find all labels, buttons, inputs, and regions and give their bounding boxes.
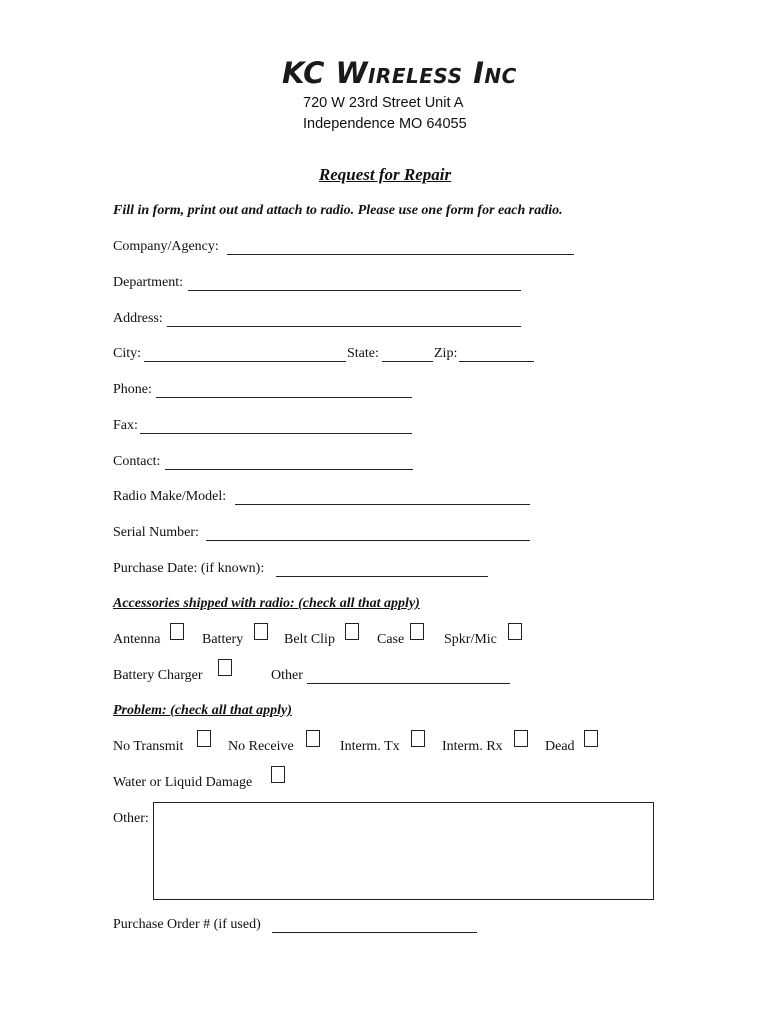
battery-checkbox[interactable]	[254, 623, 268, 640]
serial-number-label: Serial Number:	[113, 525, 199, 540]
interm-tx-label: Interm. Tx	[340, 739, 400, 754]
logo-text-4: NC	[484, 64, 517, 88]
department-field[interactable]	[188, 290, 521, 291]
case-label: Case	[377, 632, 405, 647]
antenna-checkbox[interactable]	[170, 623, 184, 640]
antenna-label: Antenna	[113, 632, 161, 647]
state-field[interactable]	[382, 361, 433, 362]
accessories-heading: Accessories shipped with radio: (check all that apply)	[113, 596, 420, 611]
accessories-other-field[interactable]	[307, 683, 510, 684]
phone-label: Phone:	[113, 382, 152, 397]
form-title: Request for Repair	[318, 165, 452, 184]
address-line-1: 720 W 23rd Street Unit A	[303, 95, 464, 111]
interm-rx-label: Interm. Rx	[442, 739, 503, 754]
case-checkbox[interactable]	[410, 623, 424, 640]
belt-clip-label: Belt Clip	[284, 632, 335, 647]
contact-label: Contact:	[113, 454, 161, 469]
water-damage-checkbox[interactable]	[271, 766, 285, 783]
purchase-order-label: Purchase Order # (if used)	[113, 917, 261, 932]
purchase-date-label: Purchase Date: (if known):	[113, 561, 265, 576]
interm-tx-checkbox[interactable]	[411, 730, 425, 747]
logo-text-3: I	[462, 56, 485, 90]
water-damage-label: Water or Liquid Damage	[113, 775, 253, 790]
problem-other-label: Other:	[113, 811, 149, 826]
purchase-order-field[interactable]	[272, 932, 477, 933]
no-transmit-checkbox[interactable]	[197, 730, 211, 747]
spkr-mic-label: Spkr/Mic	[444, 632, 497, 647]
company-logo	[282, 56, 517, 90]
zip-field[interactable]	[459, 361, 534, 362]
interm-rx-checkbox[interactable]	[514, 730, 528, 747]
form-instructions: Fill in form, print out and attach to radio. Please use one form for each radio.	[113, 203, 563, 218]
dead-checkbox[interactable]	[584, 730, 598, 747]
department-label: Department:	[113, 275, 183, 290]
city-field[interactable]	[144, 361, 346, 362]
fax-label: Fax:	[113, 418, 138, 433]
address-field[interactable]	[167, 326, 521, 327]
fax-field[interactable]	[140, 433, 412, 434]
problem-heading: Problem: (check all that apply)	[113, 703, 292, 718]
serial-number-field[interactable]	[206, 540, 530, 541]
logo-text-2: IRELESS	[367, 64, 463, 88]
company-label: Company/Agency:	[113, 239, 219, 254]
dead-label: Dead	[545, 739, 575, 754]
zip-label: Zip:	[434, 346, 458, 361]
phone-field[interactable]	[156, 397, 412, 398]
belt-clip-checkbox[interactable]	[345, 623, 359, 640]
battery-label: Battery	[202, 632, 244, 647]
purchase-date-field[interactable]	[276, 576, 488, 577]
spkr-mic-checkbox[interactable]	[508, 623, 522, 640]
battery-charger-label: Battery Charger	[113, 668, 203, 683]
address-label: Address:	[113, 311, 163, 326]
contact-field[interactable]	[165, 469, 413, 470]
radio-make-model-field[interactable]	[235, 504, 530, 505]
problem-other-textarea[interactable]	[153, 802, 654, 900]
logo-text-1: KC W	[282, 56, 368, 90]
radio-make-model-label: Radio Make/Model:	[113, 489, 227, 504]
no-receive-label: No Receive	[228, 739, 294, 754]
address-line-2: Independence MO 64055	[303, 116, 467, 132]
accessories-other-label: Other	[271, 668, 303, 683]
city-label: City:	[113, 346, 142, 361]
no-transmit-label: No Transmit	[113, 739, 184, 754]
no-receive-checkbox[interactable]	[306, 730, 320, 747]
company-field[interactable]	[227, 254, 574, 255]
state-label: State:	[347, 346, 379, 361]
battery-charger-checkbox[interactable]	[218, 659, 232, 676]
